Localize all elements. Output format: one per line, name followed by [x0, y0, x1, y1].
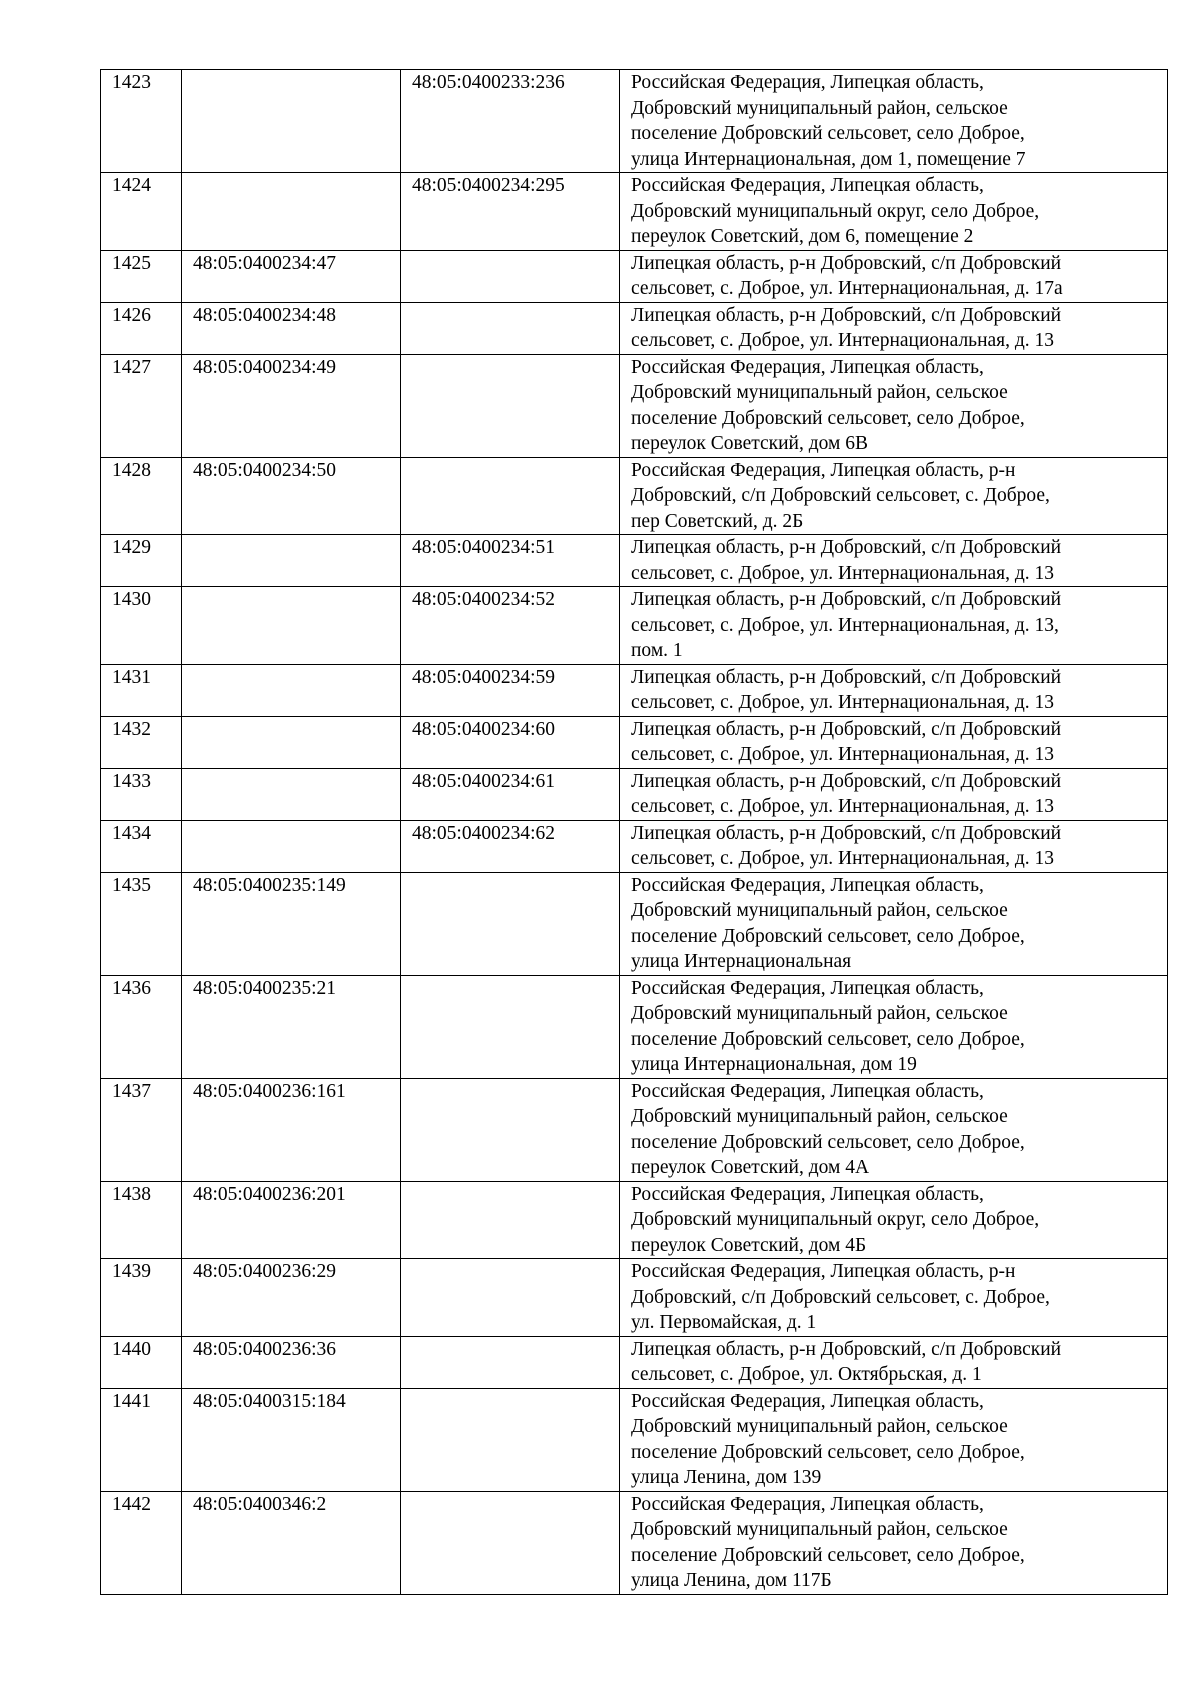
- building-cadastral-number-cell: [401, 1078, 620, 1181]
- address-cell: [620, 173, 1168, 251]
- cadastral-registry-table: [100, 69, 1168, 1595]
- address-line: поселение Добровский сельсовет, село Доброе,: [631, 123, 1025, 144]
- address-cell: [620, 872, 1168, 975]
- table-row: [101, 664, 1168, 716]
- address-line: поселение Добровский сельсовет, село Доброе,: [631, 925, 1025, 947]
- table-row: [101, 173, 1168, 251]
- address-line: сельсовет, с. Доброе, ул. Интернациональная, д. 17а: [631, 278, 1063, 299]
- address-line: сельсовет, с. Доброе, ул. Октябрьская, д. 1: [631, 1364, 982, 1385]
- land-cadastral-number-cell: 48:05:0400234:47: [182, 250, 401, 302]
- document-page: [100, 69, 1167, 1595]
- address-cell: [620, 1336, 1168, 1388]
- land-cadastral-number-cell: 48:05:0400234:50: [182, 457, 401, 535]
- address-line: Добровский, с/п Добровский сельсовет, с. Доброе,: [631, 1286, 1050, 1308]
- address-line: Добровский, с/п Добровский сельсовет, с. Доброе,: [631, 485, 1050, 506]
- address-line: поселение Добровский сельсовет, село Доброе,: [631, 407, 1025, 429]
- address-line: пом. 1: [631, 640, 683, 661]
- address-cell: [620, 1491, 1168, 1594]
- building-cadastral-number-cell: [401, 302, 620, 354]
- table-row: [101, 872, 1168, 975]
- address-line: Добровский муниципальный район, сельское: [631, 900, 1008, 921]
- address-line: Липецкая область, р-н Добровский, с/п Добровский: [631, 666, 1062, 688]
- address-cell: [620, 664, 1168, 716]
- land-cadastral-number-cell: [182, 587, 401, 665]
- address-line: Добровский муниципальный район, сельское: [631, 1106, 1008, 1127]
- table-row: [101, 1336, 1168, 1388]
- address-line: сельсовет, с. Доброе, ул. Интернациональная, д. 13: [631, 562, 1055, 584]
- address-cell: [620, 768, 1168, 820]
- table-row: [101, 1259, 1168, 1337]
- land-cadastral-number-cell: [182, 664, 401, 716]
- building-cadastral-number-cell: 48:05:0400234:52: [401, 587, 620, 665]
- row-number-cell: 1439: [101, 1259, 182, 1337]
- address-cell: [620, 457, 1168, 535]
- building-cadastral-number-cell: 48:05:0400233:236: [401, 70, 620, 173]
- address-line: сельсовет, с. Доброе, ул. Интернациональная, д. 13: [631, 692, 1055, 713]
- address-line: Добровский муниципальный район, сельское: [631, 1416, 1008, 1437]
- address-cell: [620, 302, 1168, 354]
- row-number-cell: 1427: [101, 354, 182, 457]
- row-number-cell: 1437: [101, 1078, 182, 1181]
- land-cadastral-number-cell: 48:05:0400235:149: [182, 872, 401, 975]
- row-number-cell: 1425: [101, 250, 182, 302]
- table-row: [101, 302, 1168, 354]
- address-line: Добровский муниципальный округ, село Доброе,: [631, 200, 1040, 222]
- building-cadastral-number-cell: [401, 1336, 620, 1388]
- table-row: [101, 535, 1168, 587]
- row-number-cell: 1436: [101, 975, 182, 1078]
- address-line: пер Советский, д. 2Б: [631, 510, 804, 532]
- land-cadastral-number-cell: [182, 768, 401, 820]
- land-cadastral-number-cell: [182, 535, 401, 587]
- address-line: Российская Федерация, Липецкая область,: [631, 1183, 984, 1205]
- address-line: Липецкая область, р-н Добровский, с/п Добровский: [631, 537, 1062, 558]
- address-line: Российская Федерация, Липецкая область,: [631, 1390, 984, 1412]
- address-line: Российская Федерация, Липецкая область,: [631, 977, 984, 999]
- address-line: переулок Советский, дом 6, помещение 2: [631, 226, 974, 247]
- address-line: улица Интернациональная: [631, 951, 852, 972]
- building-cadastral-number-cell: 48:05:0400234:62: [401, 820, 620, 872]
- building-cadastral-number-cell: 48:05:0400234:60: [401, 716, 620, 768]
- table-row: [101, 716, 1168, 768]
- row-number-cell: 1432: [101, 716, 182, 768]
- row-number-cell: 1423: [101, 70, 182, 173]
- land-cadastral-number-cell: 48:05:0400236:36: [182, 1336, 401, 1388]
- address-line: поселение Добровский сельсовет, село Доброе,: [631, 1131, 1025, 1153]
- row-number-cell: 1442: [101, 1491, 182, 1594]
- building-cadastral-number-cell: [401, 975, 620, 1078]
- address-cell: [620, 587, 1168, 665]
- table-row: [101, 250, 1168, 302]
- land-cadastral-number-cell: [182, 820, 401, 872]
- table-row: [101, 354, 1168, 457]
- land-cadastral-number-cell: [182, 716, 401, 768]
- address-line: улица Ленина, дом 139: [631, 1467, 822, 1488]
- address-line: Российская Федерация, Липецкая область,: [631, 1080, 984, 1102]
- building-cadastral-number-cell: [401, 1259, 620, 1337]
- building-cadastral-number-cell: [401, 354, 620, 457]
- building-cadastral-number-cell: [401, 872, 620, 975]
- row-number-cell: 1429: [101, 535, 182, 587]
- address-cell: [620, 716, 1168, 768]
- table-row: [101, 1491, 1168, 1594]
- table-row: [101, 975, 1168, 1078]
- address-line: переулок Советский, дом 6В: [631, 433, 869, 454]
- address-line: Липецкая область, р-н Добровский, с/п Добровский: [631, 252, 1062, 274]
- building-cadastral-number-cell: 48:05:0400234:295: [401, 173, 620, 251]
- row-number-cell: 1440: [101, 1336, 182, 1388]
- building-cadastral-number-cell: [401, 1181, 620, 1259]
- building-cadastral-number-cell: [401, 1491, 620, 1594]
- land-cadastral-number-cell: 48:05:0400236:29: [182, 1259, 401, 1337]
- address-cell: [620, 250, 1168, 302]
- land-cadastral-number-cell: [182, 173, 401, 251]
- building-cadastral-number-cell: 48:05:0400234:59: [401, 664, 620, 716]
- address-line: переулок Советский, дом 4А: [631, 1157, 870, 1178]
- address-line: Липецкая область, р-н Добровский, с/п Добровский: [631, 589, 1062, 610]
- address-line: Российская Федерация, Липецкая область,: [631, 72, 984, 93]
- land-cadastral-number-cell: 48:05:0400315:184: [182, 1388, 401, 1491]
- address-line: Добровский муниципальный район, сельское: [631, 97, 1008, 119]
- address-line: сельсовет, с. Доброе, ул. Интернациональная, д. 13: [631, 330, 1055, 351]
- address-line: переулок Советский, дом 4Б: [631, 1234, 867, 1256]
- address-line: сельсовет, с. Доброе, ул. Интернациональная, д. 13: [631, 848, 1055, 869]
- row-number-cell: 1428: [101, 457, 182, 535]
- row-number-cell: 1434: [101, 820, 182, 872]
- table-row: [101, 1181, 1168, 1259]
- building-cadastral-number-cell: [401, 250, 620, 302]
- address-cell: [620, 975, 1168, 1078]
- table-row: [101, 70, 1168, 173]
- address-line: Российская Федерация, Липецкая область, р-н: [631, 1261, 1016, 1282]
- address-line: сельсовет, с. Доброе, ул. Интернациональная, д. 13,: [631, 614, 1059, 636]
- row-number-cell: 1424: [101, 173, 182, 251]
- address-line: Липецкая область, р-н Добровский, с/п Добровский: [631, 304, 1062, 326]
- land-cadastral-number-cell: [182, 70, 401, 173]
- row-number-cell: 1435: [101, 872, 182, 975]
- address-line: Липецкая область, р-н Добровский, с/п Добровский: [631, 718, 1062, 740]
- land-cadastral-number-cell: 48:05:0400234:49: [182, 354, 401, 457]
- row-number-cell: 1430: [101, 587, 182, 665]
- address-line: Российская Федерация, Липецкая область,: [631, 1493, 984, 1515]
- table-row: [101, 457, 1168, 535]
- table-row: [101, 587, 1168, 665]
- row-number-cell: 1438: [101, 1181, 182, 1259]
- row-number-cell: 1433: [101, 768, 182, 820]
- address-line: Добровский муниципальный район, сельское: [631, 1519, 1008, 1540]
- address-line: поселение Добровский сельсовет, село Доброе,: [631, 1441, 1025, 1463]
- address-line: Российская Федерация, Липецкая область,: [631, 175, 984, 196]
- land-cadastral-number-cell: 48:05:0400236:201: [182, 1181, 401, 1259]
- address-line: Российская Федерация, Липецкая область,: [631, 874, 984, 896]
- address-cell: [620, 820, 1168, 872]
- address-cell: [620, 70, 1168, 173]
- address-line: улица Ленина, дом 117Б: [631, 1570, 832, 1591]
- address-line: сельсовет, с. Доброе, ул. Интернациональная, д. 13: [631, 796, 1055, 817]
- building-cadastral-number-cell: [401, 457, 620, 535]
- registry-table-body: [101, 70, 1168, 1595]
- building-cadastral-number-cell: [401, 1388, 620, 1491]
- land-cadastral-number-cell: 48:05:0400346:2: [182, 1491, 401, 1594]
- address-line: ул. Первомайская, д. 1: [631, 1312, 817, 1333]
- table-row: [101, 820, 1168, 872]
- table-row: [101, 1388, 1168, 1491]
- address-line: Добровский муниципальный округ, село Доброе,: [631, 1209, 1040, 1230]
- land-cadastral-number-cell: 48:05:0400236:161: [182, 1078, 401, 1181]
- address-line: сельсовет, с. Доброе, ул. Интернациональная, д. 13: [631, 744, 1055, 765]
- address-cell: [620, 1181, 1168, 1259]
- address-line: Липецкая область, р-н Добровский, с/п Добровский: [631, 822, 1062, 844]
- address-line: Липецкая область, р-н Добровский, с/п Добровский: [631, 1338, 1062, 1360]
- address-line: улица Интернациональная, дом 19: [631, 1054, 917, 1075]
- building-cadastral-number-cell: 48:05:0400234:51: [401, 535, 620, 587]
- land-cadastral-number-cell: 48:05:0400234:48: [182, 302, 401, 354]
- building-cadastral-number-cell: 48:05:0400234:61: [401, 768, 620, 820]
- table-row: [101, 1078, 1168, 1181]
- row-number-cell: 1426: [101, 302, 182, 354]
- address-line: Липецкая область, р-н Добровский, с/п Добровский: [631, 770, 1062, 792]
- address-line: Российская Федерация, Липецкая область,: [631, 356, 984, 378]
- row-number-cell: 1431: [101, 664, 182, 716]
- row-number-cell: 1441: [101, 1388, 182, 1491]
- address-line: поселение Добровский сельсовет, село Доброе,: [631, 1028, 1025, 1050]
- address-cell: [620, 354, 1168, 457]
- address-cell: [620, 1259, 1168, 1337]
- address-line: улица Интернациональная, дом 1, помещение 7: [631, 148, 1026, 170]
- table-row: [101, 768, 1168, 820]
- address-line: Добровский муниципальный район, сельское: [631, 382, 1008, 403]
- land-cadastral-number-cell: 48:05:0400235:21: [182, 975, 401, 1078]
- address-line: Российская Федерация, Липецкая область, р-н: [631, 459, 1016, 481]
- address-line: поселение Добровский сельсовет, село Доброе,: [631, 1544, 1025, 1566]
- address-cell: [620, 535, 1168, 587]
- address-line: Добровский муниципальный район, сельское: [631, 1003, 1008, 1024]
- address-cell: [620, 1078, 1168, 1181]
- address-cell: [620, 1388, 1168, 1491]
